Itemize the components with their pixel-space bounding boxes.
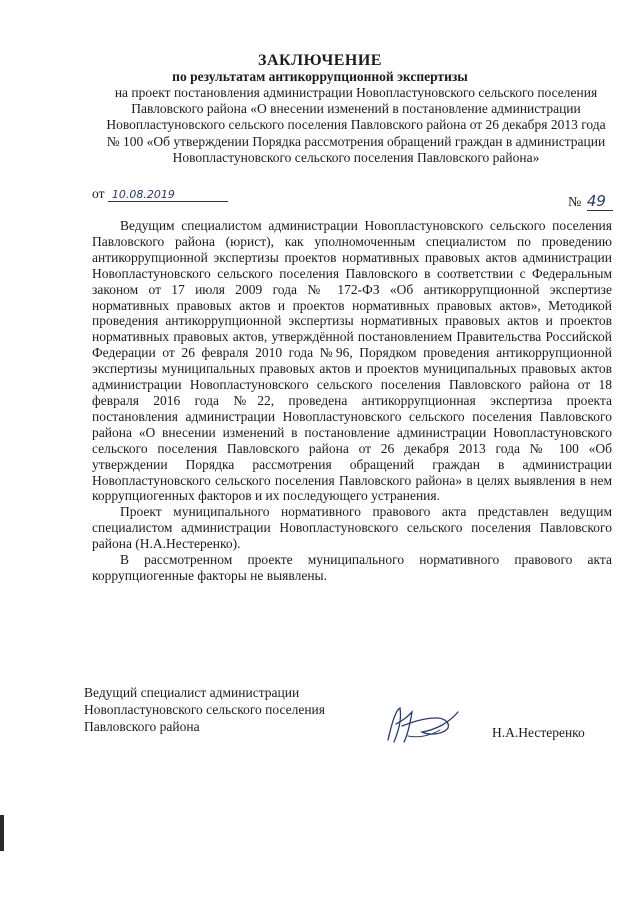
body-paragraph-3: В рассмотренном проекте муниципального нормативного правового акта коррупциогенные факторы не выявлены. <box>92 552 612 583</box>
date-field <box>92 186 228 202</box>
document-body <box>92 218 612 584</box>
handwritten-signature <box>378 702 468 748</box>
document-subtitle: по результатам антикоррупционной экспертизы <box>172 69 468 84</box>
body-paragraph-1: Ведущим специалистом администрации Новопластуновского сельского поселения Павловского района (юрист), как уполномоченным специалистом по проведению антикоррупционной экспертизы проектов нормативных правовых актов администрации Новопластуновского сельского поселения Павловского в соответствии с Федеральным законом от 17 июля 2009 года № 172-ФЗ «Об антикоррупционной экспертизе нормативных правовых актов и проектов нормативных правовых актов», Методикой проведения антикоррупционной экспертизы нормативных правовых актов и проектов нормативных правовых актов, утверждённой постановлением Правительства Российской Федерации от 26 февраля 2010 года №96, Порядком проведения антикоррупционной экспертизы муниципальных правовых актов и проектов муниципальных правовых актов администрации Новопластуновского сельского поселения Павловского района от 18 февраля 2016 года №22, проведена антикоррупционная экспертиза проекта постановления администрации Новопластуновского сельского поселения Павловского района «О внесении изменений в постановление администрации Новопластуновского сельского поселения Павловского района от 26 декабря 2013 года № 100 «Об утверждении Порядка рассмотрения обращений граждан в администрации Новопластуновского сельского поселения Павловского района» в целях выявления в нем коррупциогенных факторов и их последующего устранения. <box>92 218 612 504</box>
signature-position-line: Новопластуновского сельского поселения <box>84 702 325 717</box>
date-prefix: от <box>92 186 105 201</box>
signature-position-line: Павловского района <box>84 719 200 734</box>
document-subject: на проект постановления администрации Новопластуновского сельского поселения Павловского района «О внесении изменений в постановление администрации Новопластуновского сельского поселения Павловского района от 26 декабря 2013 года № 100 «Об утверждении Порядка рассмотрения обращений граждан в администрации Новопластуновского сельского поселения Павловского района» <box>106 85 606 165</box>
signature-position <box>84 684 325 735</box>
scan-edge-mark <box>0 815 4 851</box>
signature-position-line: Ведущий специалист администрации <box>84 685 300 700</box>
body-paragraph-2: Проект муниципального нормативного правового акта представлен ведущим специалистом администрации Новопластуновского сельского поселения Павловского района (Н.А.Нестеренко). <box>92 504 612 552</box>
number-prefix: № <box>568 195 582 210</box>
handwritten-date: 10.08.2019 <box>108 188 228 202</box>
number-field <box>568 192 613 211</box>
handwritten-number: 49 <box>587 192 613 211</box>
signer-name: Н.А.Нестеренко <box>492 725 585 740</box>
document-title: ЗАКЛЮЧЕНИЕ <box>258 52 382 69</box>
